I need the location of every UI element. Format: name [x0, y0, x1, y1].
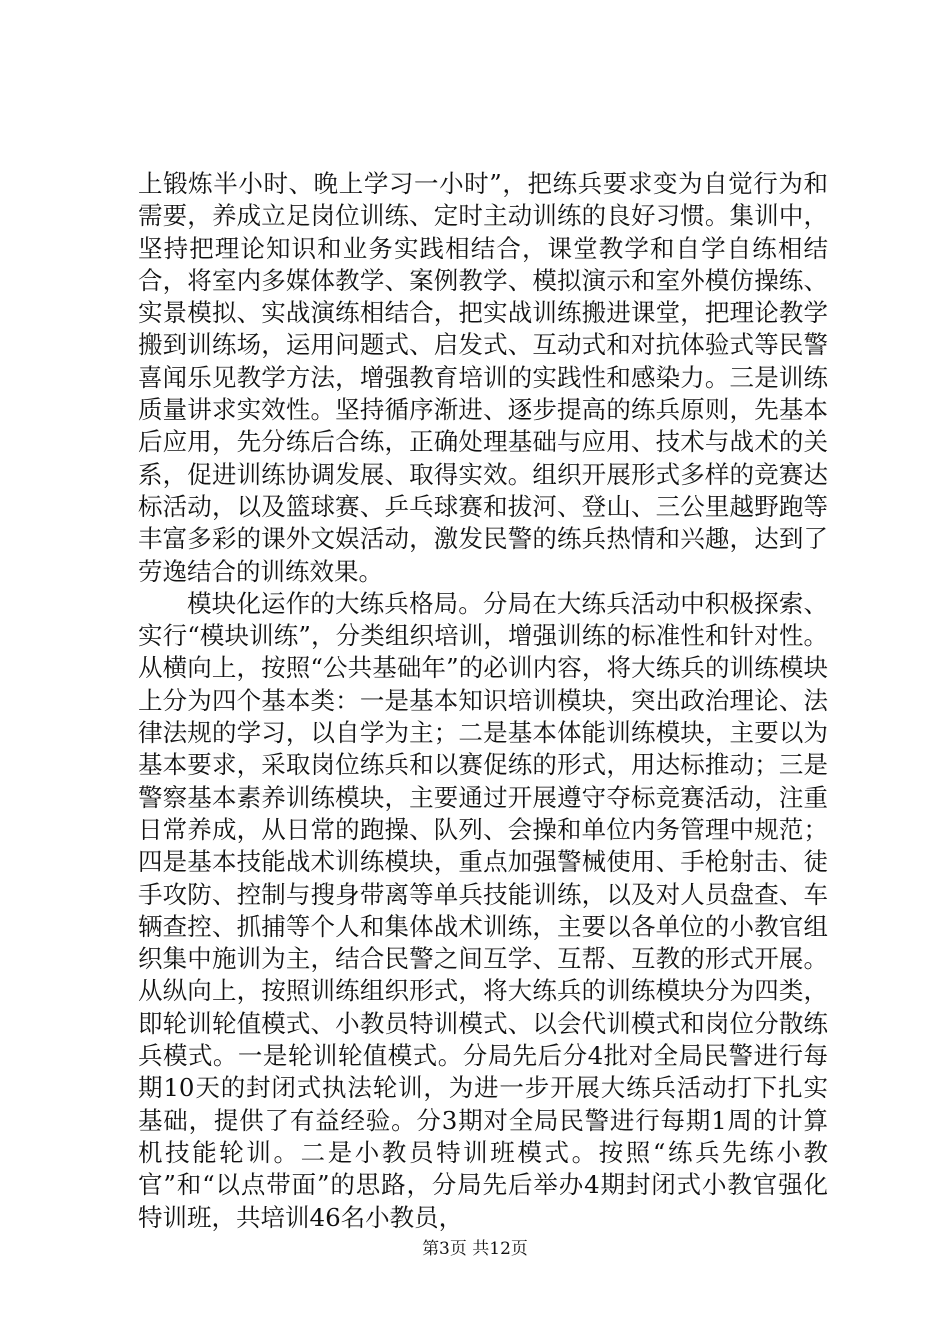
document-body — [138, 168, 828, 1234]
page-number-label: 第3页 共12页 — [422, 1239, 528, 1259]
paragraph-training-methods: 上锻炼半小时、晚上学习一小时”，把练兵要求变为自觉行为和需要，养成立足岗位训练、定时主动训练的良好习惯。集训中，坚持把理论知识和业务实践相结合，课堂教学和自学自练相结合，将室内多媒体教学、案例教学、模拟演示和室外模仿操练、实景模拟、实战演练相结合，把实战训练搬进课堂，把理论教学搬到训练场，运用问题式、启发式、互动式和对抗体验式等民警喜闻乐见教学方法，增强教育培训的实践性和感染力。三是训练质量讲求实效性。坚持循序渐进、逐步提高的练兵原则，先基本后应用，先分练后合练，正确处理基础与应用、技术与战术的关系，促进训练协调发展、取得实效。组织开展形式多样的竞赛达标活动，以及篮球赛、乒乓球赛和拔河、登山、三公里越野跑等丰富多彩的课外文娱活动，激发民警的练兵热情和兴趣，达到了劳逸结合的训练效果。 — [138, 169, 828, 586]
page-footer — [0, 1238, 950, 1260]
paragraph-modular-training: 模块化运作的大练兵格局。分局在大练兵活动中积极探索、实行“模块训练”，分类组织培训，增强训练的标准性和针对性。从横向上，按照“公共基础年”的必训内容，将大练兵的训练模块上分为四个基本类：一是基本知识培训模块，突出政治理论、法律法规的学习，以自学为主；二是基本体能训练模块，主要以为基本要求，采取岗位练兵和以赛促练的形式，用达标推动；三是警察基本素养训练模块，主要通过开展遵守夺标竞赛活动，注重日常养成，从日常的跑操、队列、会操和单位内务管理中规范；四是基本技能战术训练模块，重点加强警械使用、手枪射击、徒手攻防、控制与搜身带离等单兵技能训练，以及对人员盘查、车辆查控、抓捕等个人和集体战术训练，主要以各单位的小教官组织集中施训为主，结合民警之间互学、互帮、互教的形式开展。从纵向上，按照训练组织形式，将大练兵的训练模块分为四类，即轮训轮值模式、小教员特训模式、以会代训模式和岗位分散练兵模式。一是轮训轮值模式。分局先后分4批对全局民警进行每期10天的封闭式执法轮训，为进一步开展大练兵活动打下扎实基础，提供了有益经验。分3期对全局民警进行每期1周的计算机技能轮训。二是小教员特训班模式。按照“练兵先练小教官”和“以点带面”的思路，分局先后举办4期封闭式小教官强化特训班，共培训46名小教员， — [138, 588, 828, 1232]
